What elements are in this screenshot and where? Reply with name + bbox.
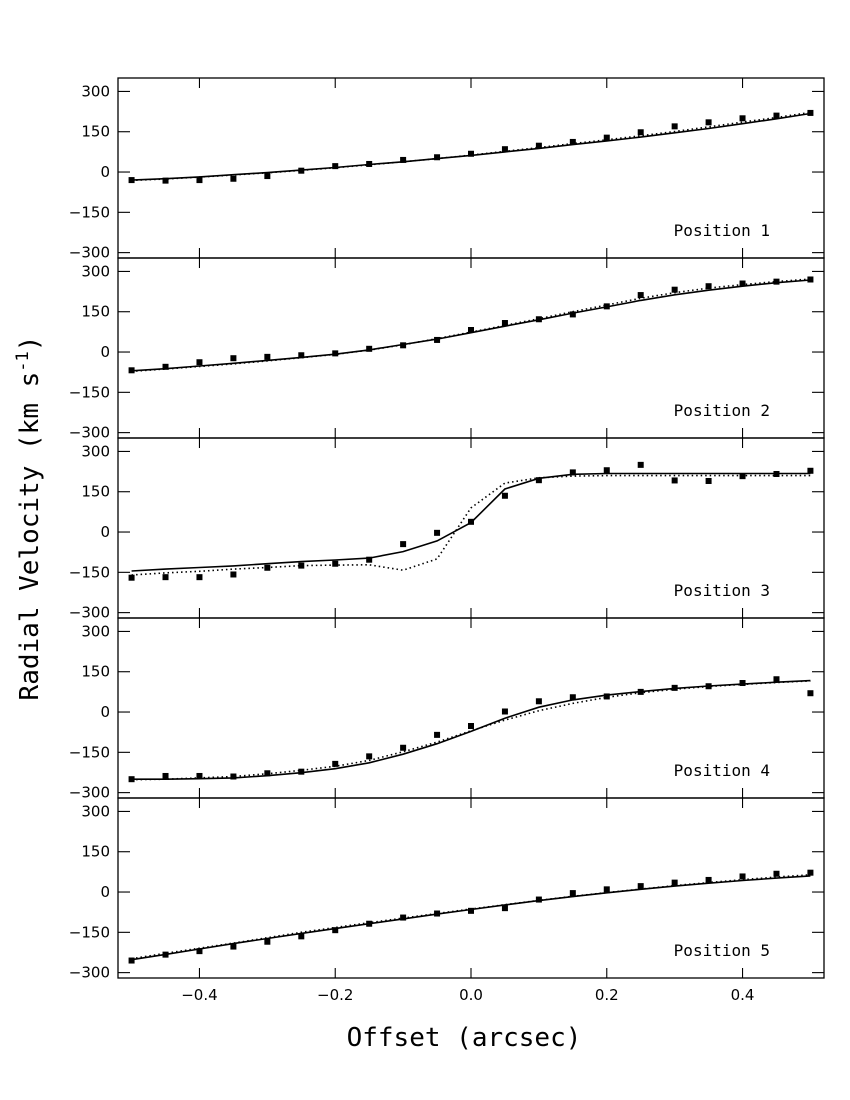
data-point <box>264 770 270 776</box>
data-point <box>740 473 746 479</box>
data-point <box>129 776 135 782</box>
x-axis-label: Offset (arcsec) <box>346 1023 582 1053</box>
data-point <box>366 753 372 759</box>
data-point <box>706 683 712 689</box>
panel-label: Position 5 <box>673 941 770 960</box>
data-point <box>773 279 779 285</box>
data-point <box>366 921 372 927</box>
data-point <box>773 471 779 477</box>
x-tick-label: −0.4 <box>181 986 218 1004</box>
data-point <box>196 359 202 365</box>
dotted-model-line <box>132 476 811 575</box>
panel-2 <box>69 258 824 442</box>
panel-label: Position 4 <box>673 761 770 780</box>
y-axis-label-main: Radial Velocity (km s <box>15 371 45 701</box>
data-point <box>672 287 678 293</box>
panel-5 <box>69 798 824 982</box>
data-point <box>502 493 508 499</box>
y-tick-label: 0 <box>100 343 110 362</box>
data-point <box>536 143 542 149</box>
y-tick-label: 300 <box>81 622 110 641</box>
x-tick-label: 0.4 <box>730 986 755 1004</box>
data-point <box>366 161 372 167</box>
panels-group <box>69 78 824 982</box>
data-point <box>196 948 202 954</box>
y-tick-label: −150 <box>68 923 110 942</box>
data-point <box>298 933 304 939</box>
data-point <box>332 163 338 169</box>
y-tick-label: −300 <box>68 783 110 802</box>
data-point <box>434 530 440 536</box>
x-axis <box>181 986 754 1004</box>
y-axis-label <box>13 336 45 701</box>
data-point <box>570 694 576 700</box>
data-point <box>468 908 474 914</box>
data-point <box>604 467 610 473</box>
data-point <box>298 769 304 775</box>
data-point <box>230 176 236 182</box>
data-point <box>807 870 813 876</box>
y-tick-label: 0 <box>100 523 110 542</box>
data-point <box>400 157 406 163</box>
data-point <box>706 283 712 289</box>
data-point <box>163 773 169 779</box>
y-tick-label: 150 <box>81 662 110 681</box>
data-point <box>468 327 474 333</box>
data-point <box>604 303 610 309</box>
data-point <box>434 154 440 160</box>
data-point <box>230 944 236 950</box>
x-tick-label: 0.2 <box>594 986 619 1004</box>
data-point <box>773 871 779 877</box>
panel-3 <box>69 438 824 622</box>
x-tick-label: −0.2 <box>317 986 354 1004</box>
y-axis-label-close: ) <box>15 335 45 352</box>
data-point <box>773 113 779 119</box>
data-point <box>570 139 576 145</box>
data-point <box>163 952 169 958</box>
data-point <box>807 468 813 474</box>
data-point <box>129 177 135 183</box>
data-point <box>570 311 576 317</box>
data-point <box>468 151 474 157</box>
data-point <box>400 745 406 751</box>
data-point <box>638 689 644 695</box>
y-tick-label: 300 <box>81 802 110 821</box>
data-point <box>604 693 610 699</box>
data-point <box>400 342 406 348</box>
data-point <box>264 173 270 179</box>
data-point <box>264 354 270 360</box>
y-tick-label: −150 <box>68 203 110 222</box>
data-point <box>196 177 202 183</box>
panel-label: Position 3 <box>673 581 770 600</box>
y-tick-label: −300 <box>68 963 110 982</box>
y-tick-label: −300 <box>68 423 110 442</box>
data-point <box>129 958 135 964</box>
y-tick-label: 150 <box>81 842 110 861</box>
data-point <box>196 574 202 580</box>
y-tick-label: 150 <box>81 482 110 501</box>
data-point <box>672 477 678 483</box>
y-tick-label: −300 <box>68 603 110 622</box>
data-point <box>298 168 304 174</box>
data-point <box>129 575 135 581</box>
data-point <box>502 146 508 152</box>
data-point <box>230 355 236 361</box>
data-point <box>807 276 813 282</box>
data-point <box>536 897 542 903</box>
data-point <box>332 761 338 767</box>
data-point <box>740 873 746 879</box>
data-point <box>502 708 508 714</box>
data-point <box>536 698 542 704</box>
data-point <box>807 110 813 116</box>
panel-label: Position 2 <box>673 401 770 420</box>
data-point <box>502 905 508 911</box>
data-point <box>434 337 440 343</box>
data-point <box>332 350 338 356</box>
data-point <box>332 927 338 933</box>
panel-1 <box>69 78 824 262</box>
data-point <box>604 886 610 892</box>
data-point <box>672 123 678 129</box>
data-point <box>163 574 169 580</box>
data-point <box>638 292 644 298</box>
data-point <box>400 915 406 921</box>
data-point <box>468 723 474 729</box>
data-point <box>163 364 169 370</box>
x-tick-label: 0.0 <box>459 986 483 1004</box>
data-point <box>230 571 236 577</box>
data-point <box>230 774 236 780</box>
data-point <box>706 119 712 125</box>
data-point <box>298 563 304 569</box>
y-tick-label: 0 <box>100 883 110 902</box>
data-point <box>129 367 135 373</box>
y-tick-label: 150 <box>81 302 110 321</box>
panel-4 <box>69 618 824 802</box>
y-tick-label: 300 <box>81 442 110 461</box>
data-point <box>434 732 440 738</box>
data-point <box>264 939 270 945</box>
panel-label: Position 1 <box>673 221 770 240</box>
data-point <box>740 281 746 287</box>
data-point <box>604 135 610 141</box>
data-point <box>536 316 542 322</box>
data-point <box>672 880 678 886</box>
data-point <box>264 565 270 571</box>
data-point <box>502 320 508 326</box>
data-point <box>740 115 746 121</box>
y-tick-label: −150 <box>68 383 110 402</box>
y-tick-label: −300 <box>68 243 110 262</box>
data-point <box>570 469 576 475</box>
data-point <box>196 773 202 779</box>
data-point <box>163 178 169 184</box>
data-point <box>434 911 440 917</box>
y-tick-label: −150 <box>68 563 110 582</box>
data-point <box>536 477 542 483</box>
data-point <box>400 541 406 547</box>
data-point <box>332 561 338 567</box>
y-axis-label-exponent: -1 <box>13 351 33 372</box>
data-point <box>366 346 372 352</box>
data-point <box>298 352 304 358</box>
data-point <box>366 557 372 563</box>
data-point <box>706 877 712 883</box>
y-tick-label: 0 <box>100 703 110 722</box>
data-point <box>570 890 576 896</box>
data-point <box>740 680 746 686</box>
y-tick-label: 300 <box>81 82 110 101</box>
y-tick-label: −150 <box>68 743 110 762</box>
y-tick-label: 300 <box>81 262 110 281</box>
data-point <box>773 676 779 682</box>
y-tick-label: 0 <box>100 163 110 182</box>
data-point <box>638 129 644 135</box>
data-point <box>638 462 644 468</box>
data-point <box>706 478 712 484</box>
data-point <box>807 690 813 696</box>
data-point <box>672 685 678 691</box>
y-tick-label: 150 <box>81 122 110 141</box>
data-point <box>468 519 474 525</box>
data-point <box>638 883 644 889</box>
